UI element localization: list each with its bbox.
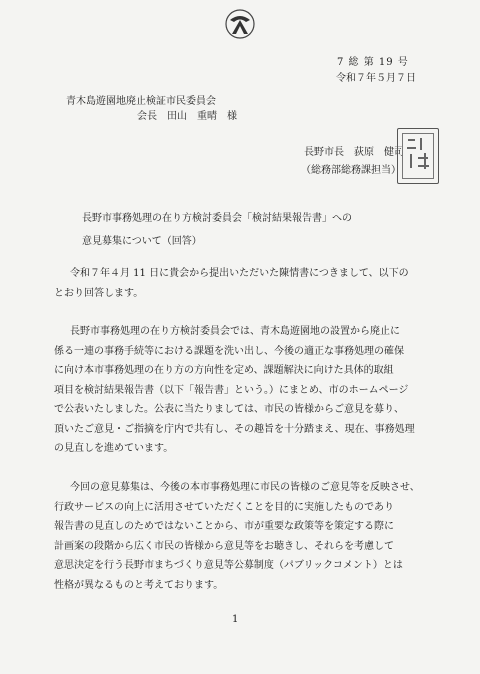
paragraph-line: 報告書の見直しのためではないことから、市が重要な政策等を策定する際に bbox=[54, 521, 394, 532]
paragraph-1 bbox=[54, 264, 426, 303]
paragraph-line: 行政サービスの向上に活用させていただくことを目的に実施したものであり bbox=[54, 501, 394, 513]
official-seal bbox=[397, 128, 439, 184]
paragraph-2 bbox=[54, 322, 426, 459]
paragraph-line: 頂いたご意見・ご指摘を庁内で共有し、その趣旨を十分踏まえ、現在、事務処理 bbox=[54, 423, 415, 435]
subject-line-2: 意見募集について（回答） bbox=[82, 236, 202, 247]
subject-line-1: 長野市事務処理の在り方検討委員会「検討結果報告書」への bbox=[82, 213, 352, 224]
document-date: 令和７年５月７日 bbox=[336, 73, 416, 84]
paragraph-line: で公表いたしました。公表に当たりましては、市民の皆様からご意見を募り、 bbox=[54, 404, 404, 415]
paragraph-line: 今回の意見募集は、今後の本市事務処理に市民の皆様のご意見等を反映させ、 bbox=[70, 482, 420, 493]
recipient-organization: 青木島遊園地廃止検証市民委員会 bbox=[66, 96, 216, 107]
paragraph-line: 性格が異なるものと考えております。 bbox=[54, 579, 224, 591]
paragraph-line: とおり回答します。 bbox=[54, 287, 144, 299]
paragraph-line: 係る一連の事務手続等における課題を洗い出し、今後の適正な事務処理の確保 bbox=[54, 345, 404, 357]
paragraph-line: 意思決定を行う長野市まちづくり意見等公募制度（パブリックコメント）とは bbox=[54, 560, 403, 571]
document-number: 7 総 第 19 号 bbox=[337, 57, 409, 68]
paragraph-line: 令和７年４月 11 日に貴会から提出いただいた陳情書につきまして、以下の bbox=[70, 268, 409, 279]
sender-name: 長野市長 荻原 健司 bbox=[304, 147, 404, 158]
recipient-person: 会長 田山 重晴 様 bbox=[137, 111, 237, 122]
paragraph-line: 長野市事務処理の在り方検討委員会では、青木島遊園地の設置から廃止に bbox=[70, 326, 400, 337]
paragraph-line: に向け本市事務処理の在り方の方向性を定め、課題解決に向けた具体的取組 bbox=[54, 365, 394, 376]
sender-department: （総務部総務課担当） bbox=[301, 165, 401, 176]
city-emblem-icon bbox=[224, 8, 256, 40]
paragraph-line: 計画案の段階から広く市民の皆様から意見等をお聴きし、それらを考慮して bbox=[54, 540, 394, 552]
paragraph-line: 項目を検討結果報告書（以下「報告書」という。）にまとめ、市のホームページ bbox=[54, 384, 409, 396]
paragraph-3 bbox=[54, 478, 426, 595]
paragraph-line: の見直しを進めています。 bbox=[54, 443, 174, 454]
page-number: 1 bbox=[232, 614, 239, 625]
